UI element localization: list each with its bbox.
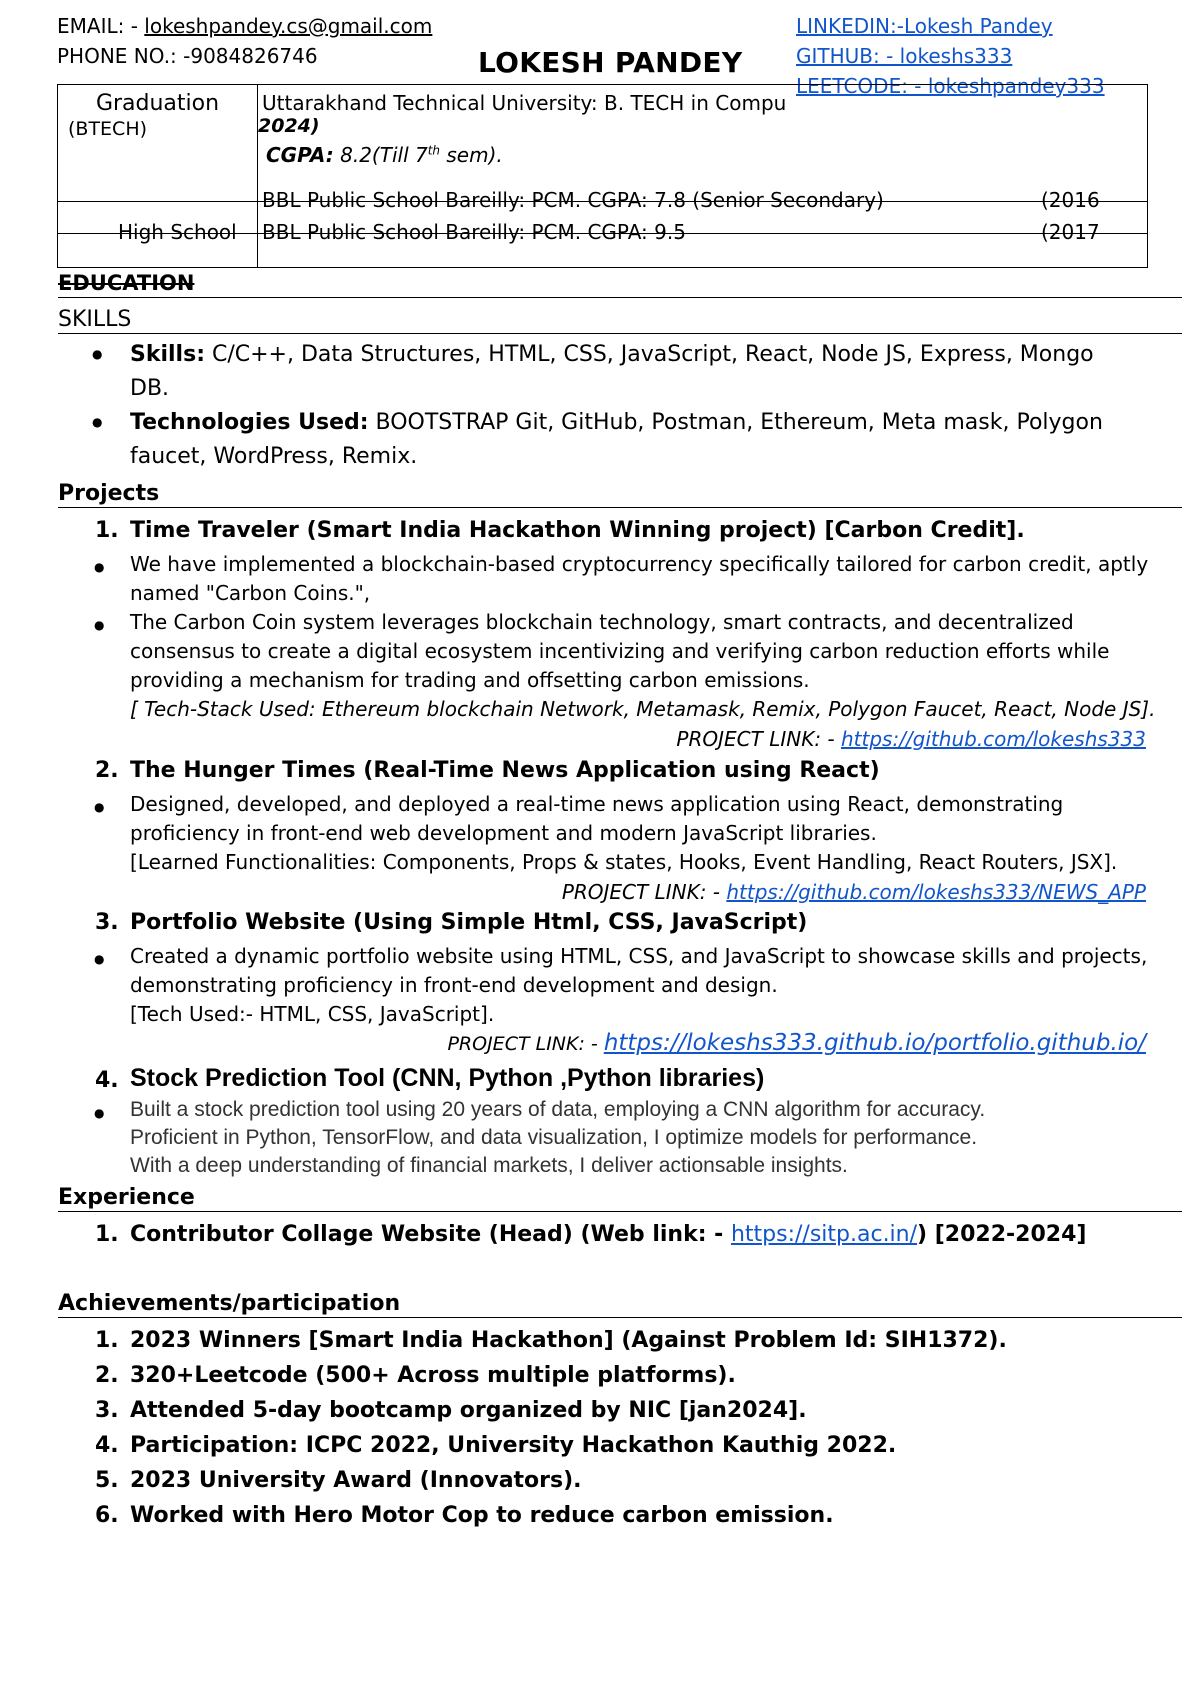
project-link-line [562,878,1146,907]
experience-heading: Experience [58,1184,1182,1212]
project-title: The Hunger Times (Real-Time News Application using React) [130,758,880,783]
desc-line: Designed, developed, and deployed a real-time news application using React, demonstrating [130,792,1064,816]
email-link[interactable]: lokeshpandey.cs@gmail.com [144,14,433,38]
intermediate-clipped-text: BBL Public School Bareilly: PCM. CGPA: 7.8 (Senior Secondary) [262,188,884,212]
intermediate-year: (2016 [1041,188,1100,212]
project-link[interactable]: https://lokeshs333.github.io/portfolio.github.io/ [603,1030,1146,1056]
achievement-item: Worked with Hero Motor Cop to reduce carbon emission. [130,1503,834,1528]
highschool-clipped-label: High School [118,220,237,244]
projects-heading: Projects [58,480,1182,508]
desc-line: providing a mechanism for trading and offsetting carbon emissions. [130,668,810,692]
achievement-number: 5. [95,1468,119,1493]
education-heading: EDUCATION [58,270,1182,298]
project-description [130,608,1155,724]
project-title: Time Traveler (Smart India Hackathon Winning project) [Carbon Credit]. [130,518,1025,543]
achievement-item: Participation: ICPC 2022, University Hackathon Kauthig 2022. [130,1433,897,1458]
achievement-number: 3. [95,1398,119,1423]
experience-item [130,1222,1086,1247]
skills-label: Skills: [130,342,205,367]
achievement-number: 2. [95,1363,119,1388]
education-row-highschool [58,234,1148,268]
achievement-item: Attended 5-day bootcamp organized by NIC [jan2024]. [130,1398,807,1423]
graduation-label: Graduation [95,91,220,116]
skills-item [130,338,1094,406]
bullet-icon: ● [94,800,105,814]
desc-line: consensus to create a digital ecosystem incentivizing and verifying carbon reduction efforts while [130,639,1110,663]
project-number: 3. [95,910,119,935]
project-link-label: PROJECT LINK: - [447,1033,604,1055]
desc-line: proficiency in front-end web development and modern JavaScript libraries. [130,821,877,845]
desc-line: We have implemented a blockchain-based cryptocurrency specifically tailored for carbon credit, aptly [130,552,1149,576]
education-degree-cell [58,85,258,202]
phone-number: PHONE NO.: -9084826746 [57,44,318,68]
bullet-icon: ● [94,618,105,632]
desc-line: demonstrating proficiency in front-end development and design. [130,973,778,997]
skills-heading: SKILLS [58,306,1182,334]
tech-line: [Tech Used:- HTML, CSS, JavaScript]. [130,1002,495,1026]
project-description [130,790,1117,877]
project-number: 4. [95,1068,119,1093]
desc-line: Created a dynamic portfolio website using HTML, CSS, and JavaScript to showcase skills and projects, [130,944,1148,968]
bullet-icon: ● [94,1106,105,1120]
education-table [57,84,1148,268]
achievement-item: 2023 University Award (Innovators). [130,1468,582,1493]
linkedin-link[interactable]: LINKEDIN:-Lokesh Pandey [796,14,1053,38]
leetcode-link[interactable]: LEETCODE: - lokeshpandey333 [796,74,1105,98]
achievement-number: 6. [95,1503,119,1528]
technologies-item [130,406,1103,474]
cgpa-label: CGPA: [266,143,334,167]
highschool-label-cell [58,220,258,268]
skills-line1: C/C++, Data Structures, HTML, CSS, JavaScript, React, Node JS, Express, Mongo [205,342,1094,367]
github-link[interactable]: GITHUB: - lokeshs333 [796,44,1013,68]
cgpa-tail: sem). [440,143,503,167]
project-link-label: PROJECT LINK: - [676,727,841,751]
project-link-line [447,1030,1146,1056]
bullet-icon: ● [94,560,105,574]
desc-line: Built a stock prediction tool using 20 years of data, employing a CNN algorithm for accuracy. [130,1098,986,1121]
tech-stack-line: [ Tech-Stack Used: Ethereum blockchain Network, Metamask, Remix, Polygon Faucet, React, Node JS]. [130,697,1156,721]
project-title: Stock Prediction Tool (CNN, Python ,Python libraries) [130,1064,765,1092]
desc-line: With a deep understanding of financial markets, I deliver actionsable insights. [130,1154,848,1177]
technologies-label: Technologies Used: [130,410,369,435]
learned-line: [Learned Functionalities: Components, Props & states, Hooks, Event Handling, React Routers, JSX]. [130,850,1118,874]
highschool-year: (2017 [1041,220,1100,244]
desc-line: named "Carbon Coins.", [130,581,371,605]
technologies-line2: faucet, WordPress, Remix. [130,444,418,469]
email-label: EMAIL: - [57,14,145,38]
project-link[interactable]: https://github.com/lokeshs333 [840,727,1146,751]
skills-line2: DB. [130,376,170,401]
technologies-line1: BOOTSTRAP Git, GitHub, Postman, Ethereum, Meta mask, Polygon [368,410,1103,435]
desc-line: The Carbon Coin system leverages blockchain technology, smart contracts, and decentralized [130,610,1074,634]
project-number: 2. [95,758,119,783]
experience-years: ) [2022-2024] [917,1222,1087,1247]
bullet-icon: ● [92,347,103,361]
email-line [57,14,432,38]
achievement-number: 1. [95,1328,119,1353]
project-title: Portfolio Website (Using Simple Html, CSS, JavaScript) [130,910,808,935]
project-number: 1. [95,518,119,543]
bullet-icon: ● [94,952,105,966]
project-description [130,942,1147,1029]
project-description [130,550,1148,608]
desc-line: Proficient in Python, TensorFlow, and data visualization, I optimize models for performance. [130,1126,978,1149]
cgpa-value: 8.2(Till 7 [333,143,428,167]
highschool-clipped-text: BBL Public School Bareilly: PCM. CGPA: 9.5 [262,220,686,244]
achievement-number: 4. [95,1433,119,1458]
project-link-label: PROJECT LINK: - [561,880,727,904]
achievements-heading: Achievements/participation [58,1290,1182,1318]
project-link-line [676,725,1146,754]
experience-link[interactable]: https://sitp.ac.in/ [730,1222,918,1247]
bullet-icon: ● [92,415,103,429]
candidate-name: LOKESH PANDEY [478,46,743,79]
experience-text: Contributor Collage Website (Head) (Web link: - [130,1222,731,1247]
cgpa-line [258,143,1147,167]
cgpa-sup: th [427,143,441,158]
project-link[interactable]: https://github.com/lokeshs333/NEWS_APP [726,880,1146,904]
achievement-item: 320+Leetcode (500+ Across multiple platforms). [130,1363,736,1388]
education-row-graduation [58,85,1148,202]
education-detail-cell [258,85,1148,202]
university-year: 2024) [258,115,320,137]
achievement-item: 2023 Winners [Smart India Hackathon] (Against Problem Id: SIH1372). [130,1328,1007,1353]
btech-label: (BTECH) [68,118,148,140]
highschool-detail-cell [258,220,1148,268]
project-description [130,1096,985,1180]
experience-number: 1. [95,1222,119,1247]
university-line: Uttarakhand Technical University: B. TECH in Compu [262,91,787,115]
